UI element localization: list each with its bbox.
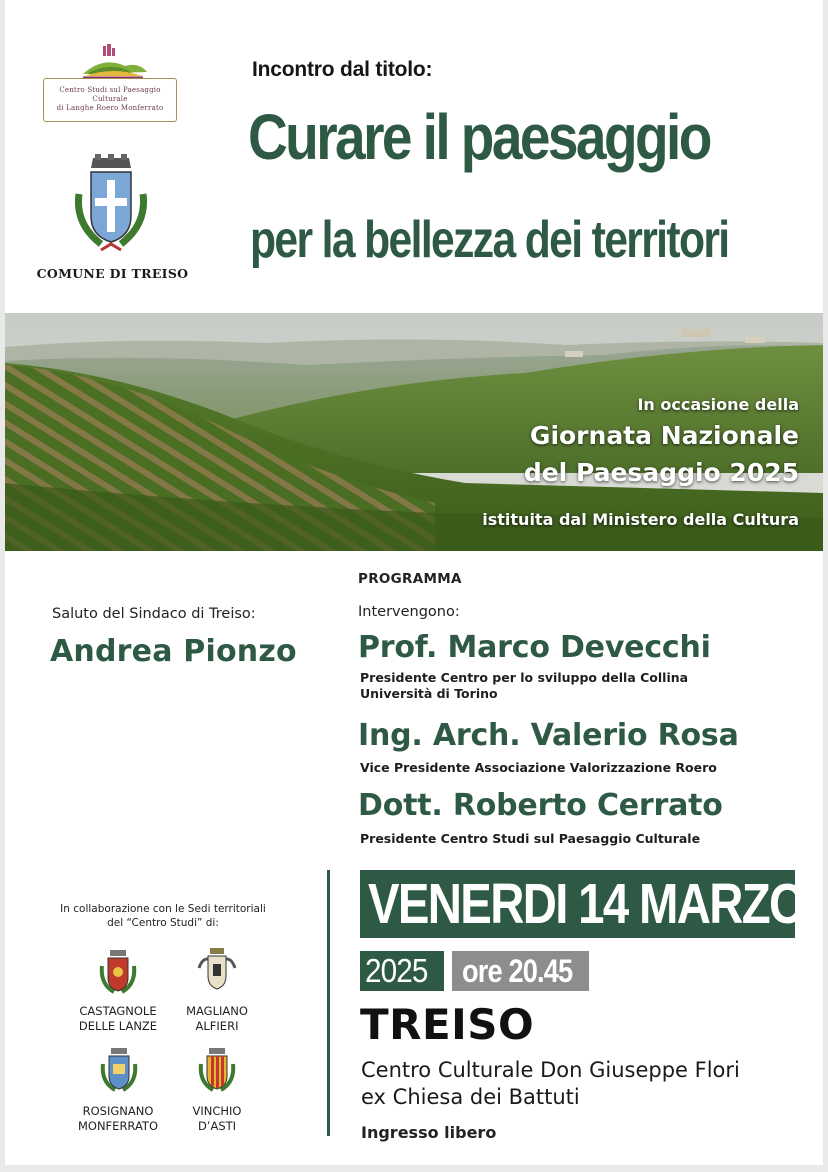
date-banner <box>360 870 805 938</box>
speakers-label: Intervengono: <box>358 604 460 620</box>
time-box <box>452 951 589 991</box>
speaker-role: Università di Torino <box>360 686 498 701</box>
collaboration-line2: del “Centro Studi” di: <box>107 917 219 929</box>
town-name-line2: ALFIERI <box>195 1019 239 1033</box>
poster <box>5 0 823 1165</box>
speaker-role: Presidente Centro Studi sul Paesaggio Culturale <box>360 831 701 846</box>
greeting-label: Saluto del Sindaco di Treiso: <box>52 606 256 622</box>
town-name-line2: DELLE LANZE <box>78 1019 158 1033</box>
programma-heading: PROGRAMMA <box>358 571 462 587</box>
venue-line1: Centro Culturale Don Giuseppe Flori <box>361 1058 740 1082</box>
occasion-line4: istituita dal Ministero della Cultura <box>482 510 799 529</box>
rosignano-crest-icon <box>99 1046 139 1094</box>
vinchio-crest-icon <box>197 1046 237 1094</box>
venue-line2: ex Chiesa dei Battuti <box>361 1085 580 1109</box>
town-name-line1: ROSIGNANO <box>82 1104 154 1118</box>
speaker-name: Ing. Arch. Valerio Rosa <box>358 718 739 753</box>
town-name-line1: CASTAGNOLE <box>79 1004 157 1018</box>
centro-studi-text-line1: Centro Studi sul Paesaggio Culturale <box>59 86 161 103</box>
collaboration-line1: In collaborazione con le Sedi territoriali <box>60 903 266 915</box>
event-year: 2025 <box>365 952 428 989</box>
centro-studi-text-line2: di Langhe Roero Monferrato <box>56 104 164 112</box>
title-line1: Curare il paesaggio <box>248 101 710 173</box>
town-name-line2: MONFERRATO <box>77 1119 159 1133</box>
event-venue <box>361 1057 740 1111</box>
entry-info: Ingresso libero <box>361 1123 497 1142</box>
town-rosignano <box>63 1104 173 1134</box>
intro-text: Incontro dal titolo: <box>252 58 433 81</box>
centro-studi-text <box>46 86 174 113</box>
town-name-line2: D’ASTI <box>197 1119 237 1133</box>
centro-studi-logo <box>43 42 177 124</box>
year-box <box>360 951 444 991</box>
vertical-divider <box>327 870 330 1136</box>
event-date: VENERDI 14 MARZO <box>368 872 805 936</box>
town-vinchio <box>162 1104 272 1134</box>
landscape-banner <box>5 313 823 551</box>
town-name-line1: VINCHIO <box>192 1104 242 1118</box>
castagnole-crest-icon <box>98 948 138 996</box>
occasion-line2: Giornata Nazionale <box>529 421 799 450</box>
event-city: TREISO <box>360 1000 535 1049</box>
event-time: ore 20.45 <box>462 953 573 989</box>
magliano-crest-icon <box>197 946 237 994</box>
town-name-line1: MAGLIANO <box>186 1004 248 1018</box>
speaker-name: Prof. Marco Devecchi <box>358 630 711 665</box>
treiso-crest-icon <box>71 154 151 258</box>
comune-label: COMUNE DI TREISO <box>36 266 189 281</box>
town-castagnole <box>63 1004 173 1034</box>
hills-castle-icon <box>43 42 177 82</box>
speaker-role: Vice Presidente Associazione Valorizzazione Roero <box>360 760 717 775</box>
occasion-line3: del Paesaggio 2025 <box>523 458 799 487</box>
mayor-name: Andrea Pionzo <box>50 634 297 669</box>
occasion-line1: In occasione della <box>637 395 799 414</box>
centro-studi-frame <box>43 78 177 122</box>
speaker-name: Dott. Roberto Cerrato <box>358 788 723 823</box>
title-line2: per la bellezza dei territori <box>250 211 729 269</box>
speaker-role: Presidente Centro per lo sviluppo della Collina <box>360 670 689 685</box>
town-magliano <box>162 1004 272 1034</box>
collaboration-text <box>41 902 285 930</box>
